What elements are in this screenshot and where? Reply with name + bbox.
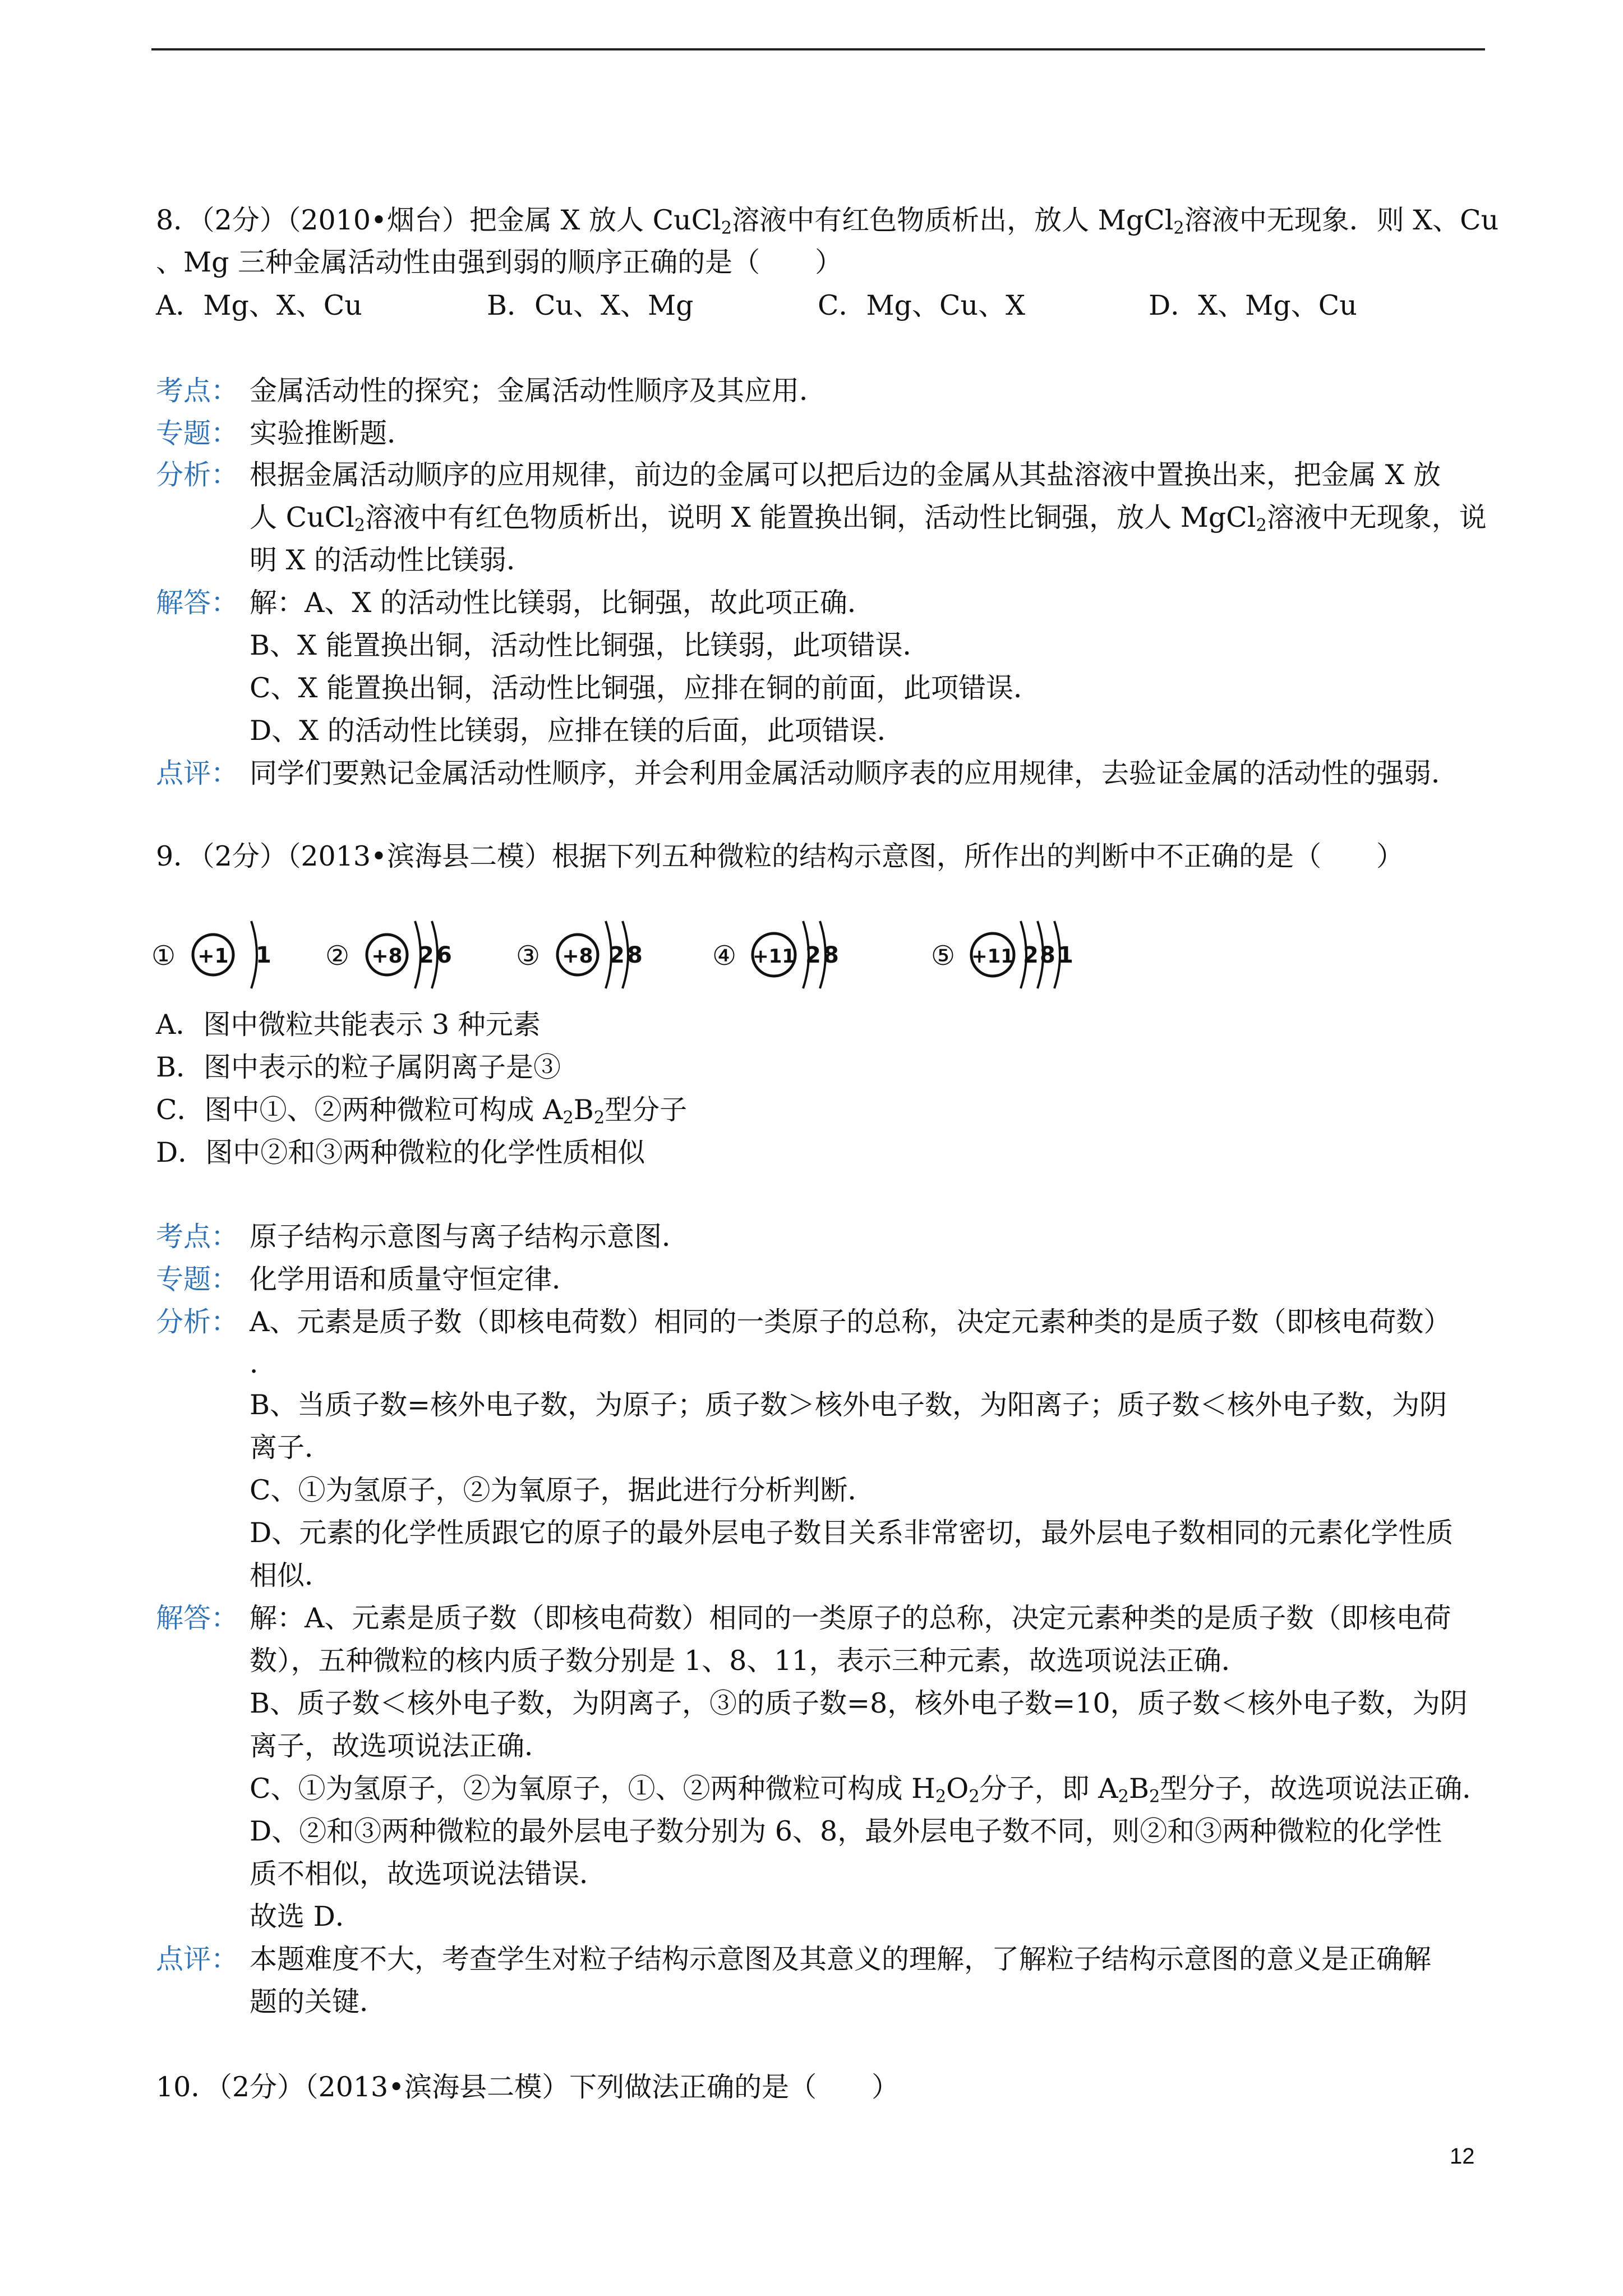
q9-option-b: B．图中表示的粒子属阴离子是③ — [156, 1051, 561, 1083]
q9-fenxi-line2: B、当质子数=核外电子数，为原子；质子数＞核外电子数，为阳离子；质子数＜核外电子数，为阴 — [250, 1389, 1447, 1421]
q8-stem-line1: 8．（2分）（2010•烟台）把金属 X 放人 CuCl$_2$溶液中有红色物质析出，放人 MgCl$_2$溶液中无现象．则 X、Cu — [156, 204, 1499, 238]
q9-jieda-line3: C、①为氢原子，②为氧原子，①、②两种微粒可构成 $H_2O_2$分子，即 $A_2B_2$型分子，故选项说法正确． — [250, 1773, 1490, 1807]
q9-fenxi-line4b: 相似． — [250, 1559, 333, 1591]
q8-fenxi-label: 分析： — [156, 459, 239, 491]
q10-stem: 10．（2分）（2013•滨海县二模）下列做法正确的是（ ） — [156, 2071, 900, 2103]
q9-fenxi-line1b: ． — [250, 1347, 278, 1379]
q9-fenxi-line4: D、元素的化学性质跟它的原子的最外层电子数目关系非常密切，最外层电子数相同的元素化学性质 — [250, 1517, 1454, 1549]
particle-1-index: ① — [151, 940, 176, 972]
particle-1-diagram — [151, 921, 271, 988]
q9-option-a: A．图中微粒共能表示 3 种元素 — [156, 1009, 541, 1041]
q8-fenxi-line3: 明 X 的活动性比镁弱． — [250, 544, 534, 576]
q9-dianping-line1: 本题难度不大，考查学生对粒子结构示意图及其意义的理解，了解粒子结构示意图的意义是正确解 — [250, 1943, 1432, 1975]
header-rule — [151, 48, 1485, 50]
q9-jieda-line2: B、质子数＜核外电子数，为阴离子，③的质子数=8，核外电子数=10，质子数＜核外电子数，为阴 — [250, 1687, 1468, 1719]
q9-kaodian-label: 考点： — [156, 1221, 239, 1253]
q8-dianping: 同学们要熟记金属活动性顺序，并会利用金属活动顺序表的应用规律，去验证金属的活动性的强弱． — [250, 757, 1459, 789]
particle-1-shell-1: 1 — [256, 942, 271, 968]
q8-jieda-line4: D、X 的活动性比镁弱，应排在镁的后面，此项错误． — [250, 715, 905, 747]
particle-3-diagram — [516, 921, 643, 988]
particle-2-diagram — [325, 921, 452, 988]
particle-4-diagram — [712, 921, 839, 988]
q9-jieda-line1b: 数），五种微粒的核内质子数分别是 1、8、11，表示三种元素，故选项说法正确． — [250, 1645, 1249, 1677]
q9-option-d: D．图中②和③两种微粒的化学性质相似 — [156, 1137, 645, 1168]
particle-2-shell-1: 2 — [418, 942, 434, 968]
particle-5-shell-2: 8 — [1040, 942, 1055, 968]
q9-zhuanti-label: 专题： — [156, 1263, 239, 1295]
q9-dianping-line2: 题的关键． — [250, 1986, 388, 2018]
particle-3-nucleus: +8 — [562, 945, 593, 968]
q8-zhuanti-label: 专题： — [156, 417, 239, 449]
q8-option-a: A．Mg、X、Cu — [156, 289, 362, 321]
q8-option-b: B．Cu、X、Mg — [487, 289, 694, 321]
particle-3-shell-2: 8 — [627, 942, 643, 968]
q8-dianping-label: 点评： — [156, 757, 239, 789]
page-number: 12 — [1450, 2144, 1475, 2169]
q9-fenxi-label: 分析： — [156, 1306, 239, 1338]
q9-jieda-label: 解答： — [156, 1602, 239, 1634]
q8-zhuanti: 实验推断题． — [250, 417, 415, 449]
particle-4-shell-2: 8 — [823, 942, 839, 968]
q8-jieda-line2: B、X 能置换出铜，活动性比铜强，比镁弱，此项错误． — [250, 629, 930, 661]
q8-option-c: C．Mg、Cu、X — [818, 289, 1025, 321]
q8-kaodian-label: 考点： — [156, 375, 239, 407]
q9-jieda-line2b: 离子，故选项说法正确． — [250, 1730, 552, 1762]
particle-2-nucleus: +8 — [371, 945, 403, 968]
q8-jieda-label: 解答： — [156, 587, 239, 619]
q8-option-d: D．X、Mg、Cu — [1149, 289, 1357, 321]
particle-4-nucleus: +11 — [753, 945, 795, 968]
q8-kaodian: 金属活动性的探究；金属活动性顺序及其应用． — [250, 375, 827, 407]
particle-1-nucleus: +1 — [197, 945, 229, 968]
particle-5-index: ⑤ — [931, 940, 956, 972]
particle-5-nucleus: +11 — [971, 945, 1014, 968]
q9-fenxi-line2b: 离子． — [250, 1432, 333, 1464]
q9-kaodian: 原子结构示意图与离子结构示意图． — [250, 1221, 690, 1253]
particle-3-index: ③ — [516, 940, 541, 972]
q9-zhuanti: 化学用语和质量守恒定律． — [250, 1263, 580, 1295]
q9-option-c: C．图中①、②两种微粒可构成 $A_2B_2$型分子 — [156, 1094, 688, 1128]
q8-jieda-line3: C、X 能置换出铜，活动性比铜强，应排在铜的前面，此项错误． — [250, 672, 1041, 704]
particle-2-index: ② — [325, 940, 350, 972]
particle-5-diagram — [931, 921, 1073, 988]
particle-5-shell-1: 2 — [1023, 942, 1039, 968]
q8-fenxi-line1: 根据金属活动顺序的应用规律，前边的金属可以把后边的金属从其盐溶液中置换出来，把金属 X 放 — [250, 459, 1441, 491]
q8-stem-line2: 、Mg 三种金属活动性由强到弱的顺序正确的是（ ） — [156, 246, 843, 278]
q9-dianping-label: 点评： — [156, 1943, 239, 1975]
particle-4-shell-1: 2 — [805, 942, 821, 968]
q9-fenxi-line3: C、①为氢原子，②为氧原子，据此进行分析判断． — [250, 1474, 875, 1506]
particle-2-shell-2: 6 — [436, 942, 452, 968]
q9-stem: 9．（2分）（2013•滨海县二模）根据下列五种微粒的结构示意图，所作出的判断中不正确的是（ ） — [156, 840, 1404, 872]
q8-fenxi-line2: 人 CuCl$_2$溶液中有红色物质析出，说明 X 能置换出铜，活动性比铜强，放人 MgCl$_2$溶液中无现象，说 — [250, 501, 1487, 536]
q9-fenxi-line1: A、元素是质子数（即核电荷数）相同的一类原子的总称，决定元素种类的是质子数（即核电荷数） — [250, 1306, 1451, 1338]
q9-jieda-line4: D、②和③两种微粒的最外层电子数分别为 6、8，最外层电子数不同，则②和③两种微粒的化学性 — [250, 1815, 1442, 1847]
particle-4-index: ④ — [712, 940, 737, 972]
q9-jieda-line4b: 质不相似，故选项说法错误． — [250, 1858, 607, 1890]
q9-jieda-line1: 解：A、元素是质子数（即核电荷数）相同的一类原子的总称，决定元素种类的是质子数（即核电荷 — [250, 1602, 1451, 1634]
particle-structure-diagrams — [151, 909, 1116, 999]
q8-jieda-line1: 解：A、X 的活动性比镁弱，比铜强，故此项正确． — [250, 587, 875, 619]
particle-3-shell-1: 2 — [609, 942, 625, 968]
particle-5-shell-3: 1 — [1058, 942, 1073, 968]
q9-jieda-line5: 故选 D． — [250, 1901, 363, 1932]
